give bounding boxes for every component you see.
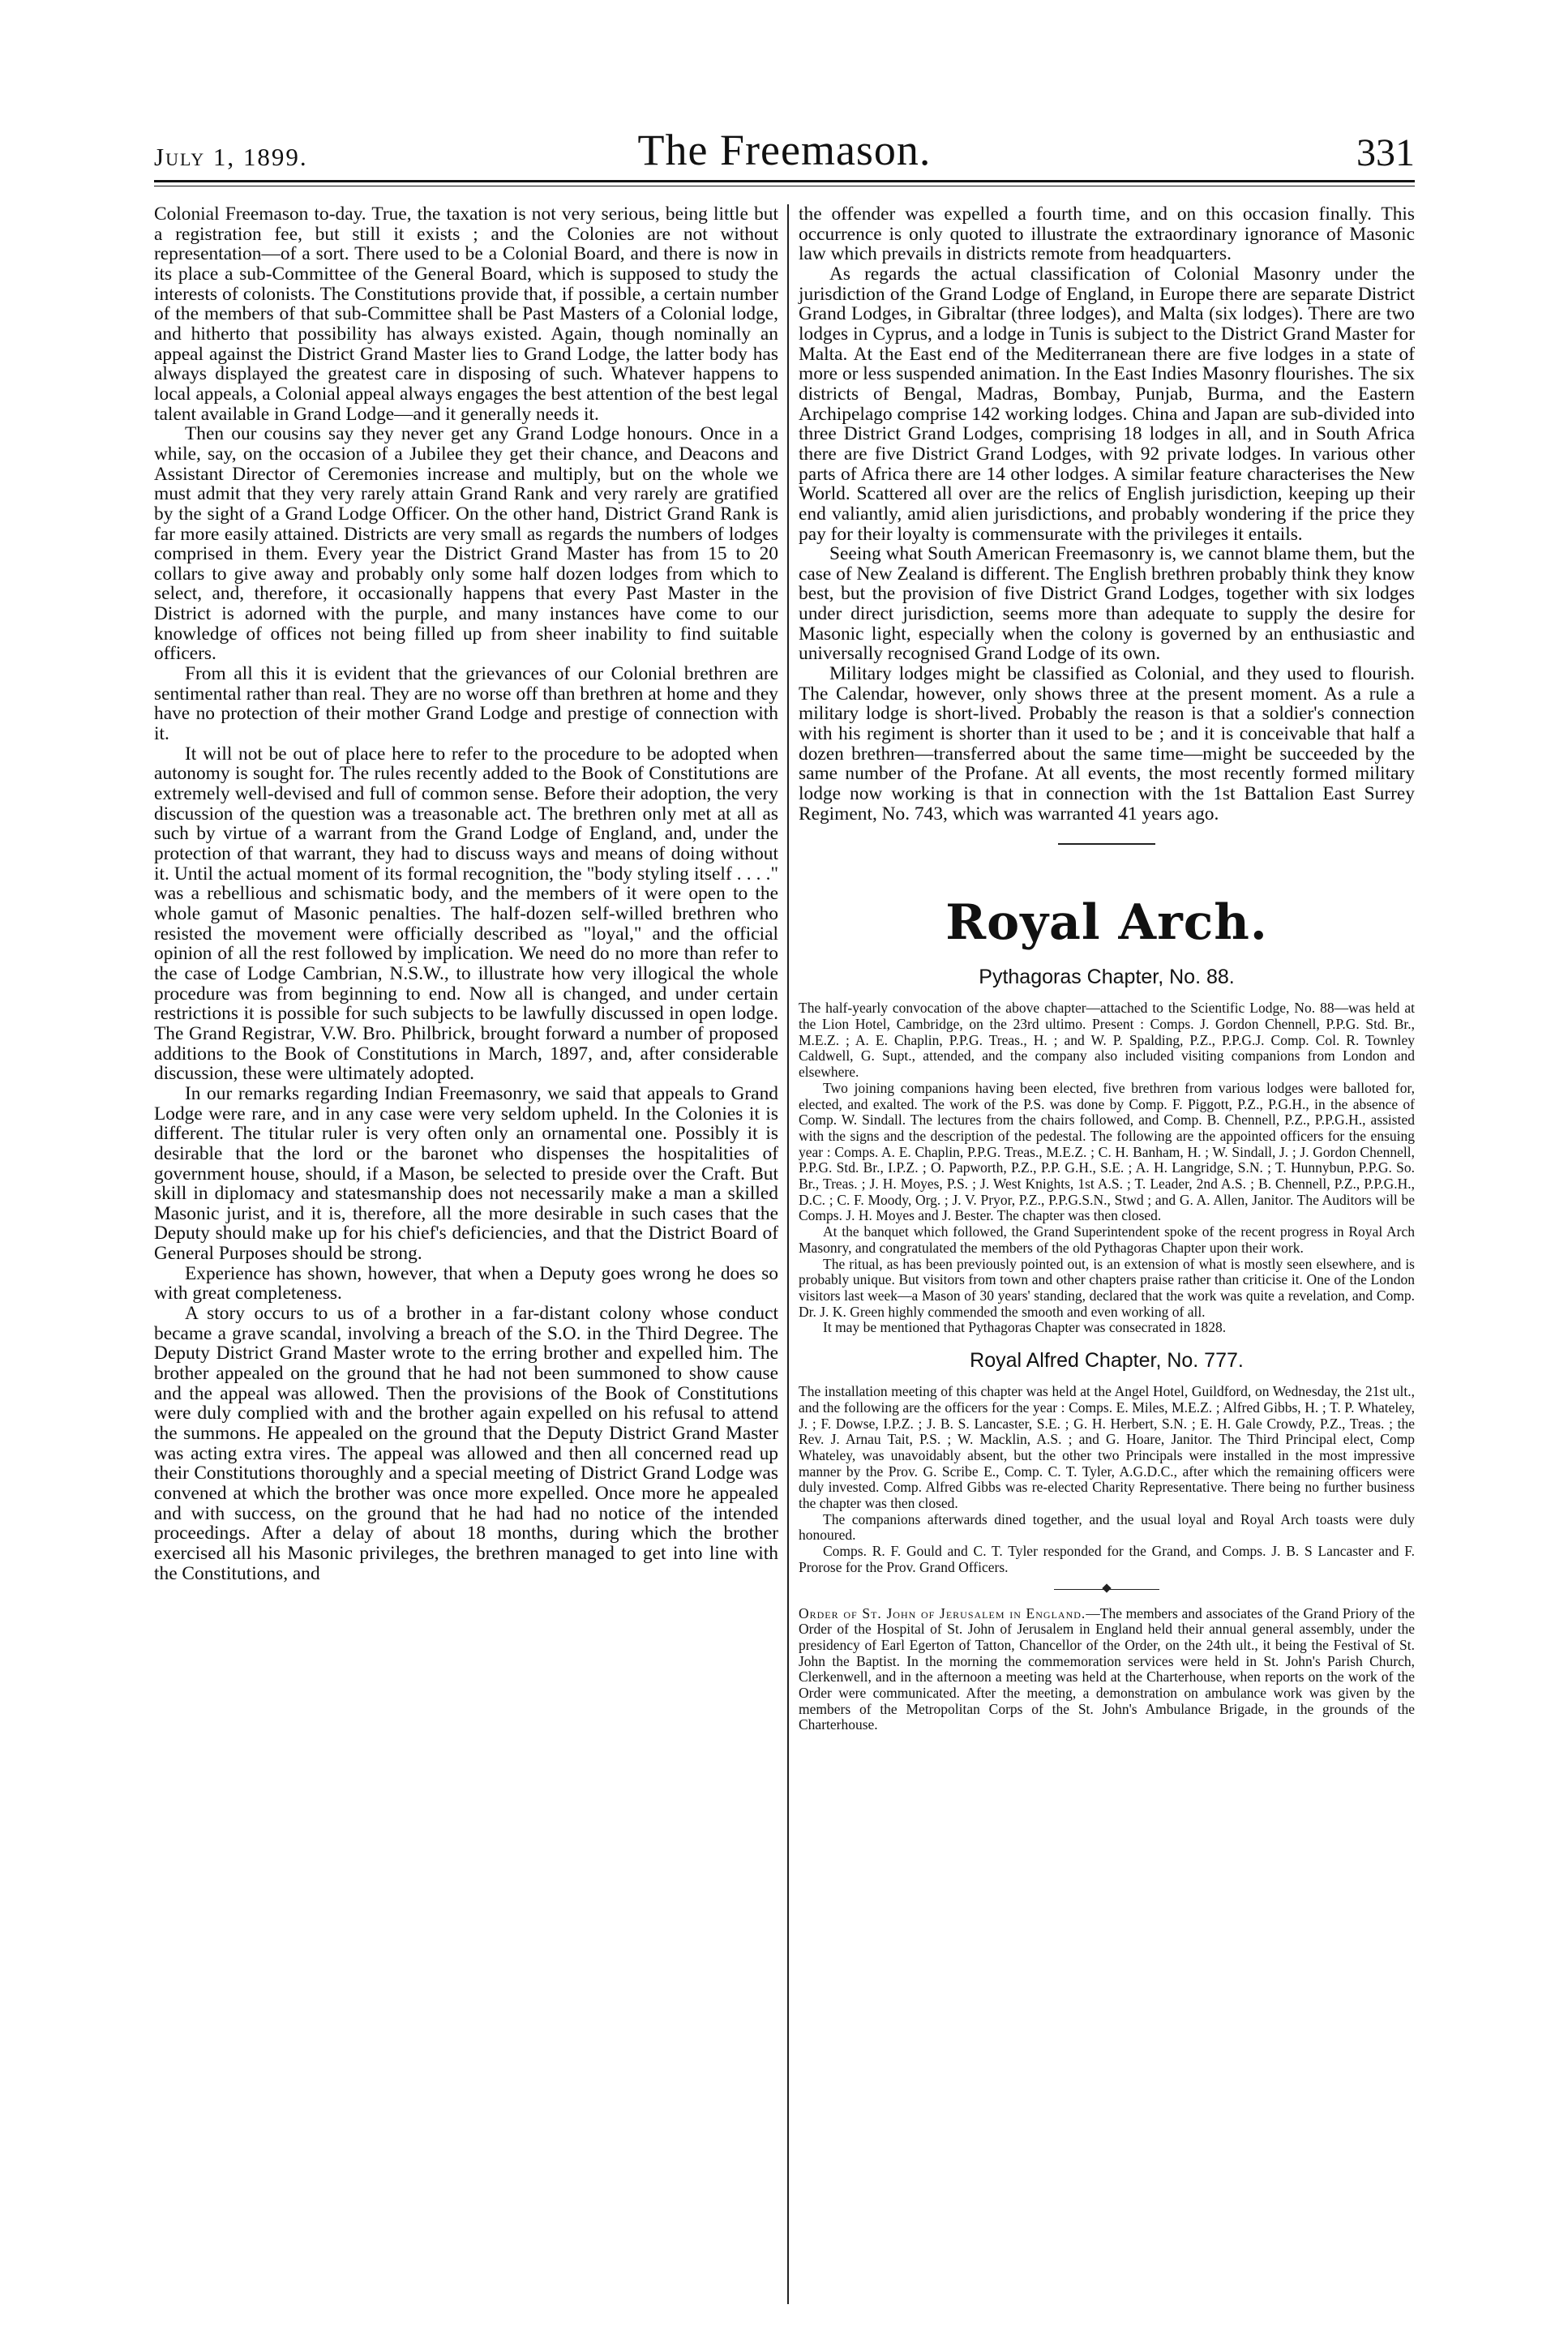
article-paragraph: the offender was expelled a fourth time, and on this occasion finally. This occurrence is only quoted to illustrate the extraordinary ignorance of Masonic law which prevails in districts remote from headquarters. bbox=[799, 203, 1415, 265]
article-paragraph: In our remarks regarding Indian Freemasonry, we said that appeals to Grand Lodge were rare, and in any case were very seldom upheld. In the Colonies it is different. The titular ruler is very often only an ornamental one. Possibly it is desirable that the lord or the baronet who dispenses the hospitalities of government house, should, if a Mason, be selected to preside over the Craft. But skill in diplomacy and statesmanship does not necessarily make a man a skilled Masonic jurist, and it is, therefore, all the more desirable in such cases that the Deputy should make up for his chief's deficiencies, and that the District Board of General Purposes should be strong. bbox=[154, 1082, 778, 1265]
article-paragraph: From all this it is evident that the grievances of our Colonial brethren are sentimental rather than real. They are no worse off than brethren at home and they have no protection of their mother Grand Lodge and prestige of connection with it. bbox=[154, 663, 778, 745]
article-paragraph: As regards the actual classification of Colonial Masonry under the jurisdiction of the Grand Lodge of England, in Europe there are separate District Grand Lodges, in Gibraltar (three lodges), and Malta (six lodges). There are two lodges in Cyprus, and a lodge in Tunis is subject to the District Grand Master for Malta. At the East end of the Mediterranean there are five lodges in a state of more or less suspended animation. In the East Indies Masonry flourishes. The six districts of Bengal, Madras, Bombay, Punjab, Burma, and the Eastern Archipelago comprise 142 working lodges. China and Japan are sub-divided into three District Grand Lodges, comprising 18 lodges in all, and in South Africa there are five District Grand Lodges, with 92 private lodges. In various other parts of Africa there are 14 other lodges. A similar feature characterises the New World. Scattered all over are the relics of English jurisdiction, keeping up their end valiantly, amid alien jurisdictions, and probably wondering if the price they pay for their loyalty is commensurate with the privileges it entails. bbox=[799, 263, 1415, 545]
notice-paragraph bbox=[799, 1606, 1415, 1734]
royal-alfred-report bbox=[799, 1384, 1415, 1575]
report-paragraph: The companions afterwards dined together, and the usual loyal and Royal Arch toasts were duly honoured. bbox=[799, 1510, 1415, 1544]
issue-date: July 1, 1899. bbox=[154, 143, 308, 171]
newspaper-title: The Freemason. bbox=[637, 126, 932, 174]
royal-arch-heading: Royal Arch. bbox=[945, 894, 1268, 952]
ornament-divider bbox=[1054, 1589, 1159, 1590]
article-paragraph: Colonial Freemason to-day. True, the taxation is not very serious, being little but a registration fee, but still it exists ; and the Colonies are not without representation—of a sort. There used to be a Colonial Board, and there is now in its place a sub-Committee of the General Board, which is supposed to study the interests of colonists. The Constitutions provide that, if possible, a certain number of the members of that sub-Committee shall be Past Masters of a Colonial lodge, and hitherto that possibility has always existed. Again, though nominally an appeal against the District Grand Master lies to Grand Lodge, the latter body has always displayed the greatest care in disposing of such. Whatever happens to local appeals, a Colonial appeal always engages the best attention of the best legal talent available in Grand Lodge—and it generally needs it. bbox=[154, 203, 778, 425]
notice-text: —The members and associates of the Grand Priory of the Order of the Hospital of St. John of Jerusalem in England held their annual general assembly, under the presidency of Earl Egerton of Tatton, Chancellor of the Order, on the 24th ult., it being the Festival of St. John the Baptist. In the morning the commemoration services were held in St. John's Parish Church, Clerkenwell, and in the afternoon a meeting was held at the Charterhouse, when reports on the work of the Order were communicated. After the meeting, a demonstration on ambulance work was given by the members of the Metropolitan Corps of the St. John's Ambulance Brigade, in the grounds of the Charterhouse. bbox=[799, 1604, 1415, 1733]
report-paragraph: At the banquet which followed, the Grand Superintendent spoke of the recent progress in Royal Arch Masonry, and congratulated the members of the old Pythagoras Chapter upon their work. bbox=[799, 1223, 1415, 1256]
article-paragraph: It will not be out of place here to refer to the procedure to be adopted when autonomy is sought for. The rules recently added to the Book of Constitutions are extremely well-devised and full of common sense. Before their adoption, the very discussion of the question was a treasonable act. The brethren only met at all as such by virtue of a warrant from the Grand Lodge of England, and, under the protection of that warrant, they had to discuss ways and means of doing without it. Until the actual moment of its formal recognition, the "body styling itself . . . ." was a rebellious and schismatic body, and the members of it were open to the whole gamut of Masonic penalties. The half-dozen self-willed brethren who resisted the movement were officially described as "loyal," and the official opinion of all the rest followed by implication. We need do no more than refer to the case of Lodge Cambrian, N.S.W., to illustrate how very illogical the whole procedure was from beginning to end. Now all is changed, and under certain restrictions it is possible for such subjects to be lawfully discussed in open lodge. The Grand Registrar, V.W. Bro. Philbrick, brought forward a number of proposed additions to the Book of Constitutions in March, 1897, and, after considerable discussion, these were ultimately adopted. bbox=[154, 743, 778, 1085]
right-column bbox=[799, 204, 1415, 1733]
report-paragraph: The installation meeting of this chapter was held at the Angel Hotel, Guildford, on Wednesday, the 21st ult., and the following are the officers for the year : Comps. E. Miles, M.E.Z. ; Alfred Gibbs, H. ; T. P. Whateley, J. ; F. Dowse, I.P.Z. ; J. B. S. Lancaster, S.E. ; G. H. Herbert, S.N. ; E. H. Gale Crowdy, P.Z., Treas. ; the Rev. J. Arnau Tait, P.S. ; W. Macklin, A.S. ; and G. Hoare, Janitor. The Third Principal elect, Comp Whateley, was unavoidably absent, but the other two Principals were installed in the most impressive manner by the Prov. G. Scribe E., Comp. C. T. Tyler, A.G.D.C., after which the remaining officers were duly invested. Comp. Alfred Gibbs was re-elected Charity Representative. There being no further business the chapter was then closed. bbox=[799, 1383, 1415, 1512]
section-rule bbox=[1058, 843, 1155, 846]
report-paragraph: The half-yearly convocation of the above chapter—attached to the Scientific Lodge, No. 88—was held at the Lion Hotel, Cambridge, on the 23rd ultimo. Present : Comps. J. Gordon Chennell, P.P.G. Std. Br., M.E.Z. ; A. E. Chaplin, P.P.G. Treas., H. ; and W. P. Spalding, P.Z., P.P.G.J. Comp. Col. R. Townley Caldwell, G. Supt., attended, and the company also included visiting companions from London and elsewhere. bbox=[799, 1000, 1415, 1081]
royal-alfred-chapter-title: Royal Alfred Chapter, No. 777. bbox=[970, 1349, 1244, 1373]
report-paragraph: Comps. R. F. Gould and C. T. Tyler responded for the Grand, and Comps. J. B. S Lancaster and F. Prorose for the Prov. Grand Officers. bbox=[799, 1543, 1415, 1575]
st-john-notice bbox=[799, 1606, 1415, 1734]
column-divider bbox=[787, 204, 789, 2304]
pythagoras-report bbox=[799, 1000, 1415, 1336]
masthead-rule bbox=[154, 180, 1415, 182]
article-paragraph: Seeing what South American Freemasonry is, we cannot blame them, but the case of New Zealand is different. The English brethren probably think they know best, but the provision of five District Grand Lodges, together with six lodges under direct jurisdiction, seems more than adequate to supply the desire for Masonic light, especially when the colony is governed by an enthusiastic and universally recognised Grand Lodge of its own. bbox=[799, 543, 1415, 665]
pythagoras-chapter-title: Pythagoras Chapter, No. 88. bbox=[979, 966, 1235, 989]
report-paragraph: The ritual, as has been previously pointed out, is an extension of what is mostly seen elsewhere, and is probably unique. But visitors from town and other chapters praise rather than criticise it. One of the London visitors last week—a Mason of 30 years' standing, declared that the work was quite a revelation, and Comp. Dr. J. K. Green highly commended the smooth and even working of all. bbox=[799, 1255, 1415, 1320]
report-paragraph: It may be mentioned that Pythagoras Chapter was consecrated in 1828. bbox=[823, 1319, 1227, 1336]
article-paragraph: Military lodges might be classified as Colonial, and they used to flourish. The Calendar, however, only shows three at the present moment. As a rule a military lodge is short-lived. Probably the reason is that a soldier's connection with his regiment is shorter than it used to be ; and it is conceivable that half a dozen brethren—transferred about the same time—might be succeeded by the same number of the Profane. At all events, the most recently formed military lodge now working is that in connection with the 1st Battalion East Surrey Regiment, No. 743, which was warranted 41 years ago. bbox=[799, 663, 1415, 825]
masthead bbox=[154, 112, 1415, 177]
report-paragraph: Two joining companions having been elected, five brethren from various lodges were balloted for, elected, and exalted. The work of the P.S. was done by Comp. F. Piggott, P.Z., P.G.H., in the absence of Comp. W. Sindall. The lectures from the chairs followed, and Comp. B. Chennell, P.Z., P.P.G.H., assisted with the signs and the description of the pedestal. The following are the appointed officers for the ensuing year : Comps. A. E. Chaplin, P.P.G. Treas., M.E.Z. ; C. H. Banham, H. ; W. Sindall, J. ; J. Gordon Chennell, P.P.G. Std. Br., I.P.Z. ; O. Papworth, P.Z., P.P. G.H., S.E. ; A. H. Langridge, S.N. ; T. Hunnybun, P.P.G. So. Br., Treas. ; J. H. Moyes, P.S. ; J. West Knights, 1st A.S. ; T. Leader, 2nd A.S. ; B. Chennell, P.Z., P.P.G.H., D.C. ; C. F. Moody, Org. ; J. V. Pryor, P.Z., P.P.G.S.N., Stwd ; and G. A. Allen, Janitor. The Auditors will be Comps. J. H. Moyes and J. Bester. The chapter was then closed. bbox=[799, 1079, 1415, 1224]
article-paragraph: Experience has shown, however, that when a Deputy goes wrong he does so with great completeness. bbox=[154, 1262, 778, 1304]
article-paragraph: A story occurs to us of a brother in a far-distant colony whose conduct became a grave scandal, involving a breach of the S.O. in the Third Degree. The Deputy District Grand Master wrote to the erring brother and expelled him. The brother appealed on the ground that he had not been summoned to show cause and the appeal was allowed. Then the provisions of the Book of Constitutions were duly complied with and the brother again expelled on his refusal to attend the summons. He appealed on the ground that the Deputy District Grand Master was acting extra vires. The appeal was allowed and then all concerned read up their Constitutions thoroughly and a special meeting of District Grand Lodge was convened at which the brother was once more expelled. Once more he appealed and with success, on the ground that he had had no notice of the intended proceedings. After a delay of about 18 months, during which the brother exercised all his Masonic privileges, the brethren managed to get into line with the Constitutions, and bbox=[154, 1303, 778, 1584]
page-number: 331 bbox=[1356, 131, 1415, 174]
article-paragraph: Then our cousins say they never get any Grand Lodge honours. Once in a while, say, on the occasion of a Jubilee they get their chance, and Deacons and Assistant Director of Ceremonies increase and multiply, but on the whole we must admit that they very rarely attain Grand Rank and very rarely are gratified by the sight of a Grand Lodge Officer. On the other hand, District Grand Rank is far more easily attained. Districts are very small as regards the numbers of lodges comprised in them. Every year the District Grand Master has from 15 to 20 collars to give away and probably only some half dozen lodges from which to select, and, therefore, it occasionally happens that every Past Master in the District is adorned with the purple, and many instances have come to our knowledge of offices not being filled up from sheer inability to find suitable officers. bbox=[154, 423, 778, 665]
left-column bbox=[154, 204, 778, 1583]
notice-lead: Order of St. John of Jerusalem in England. bbox=[799, 1604, 1086, 1621]
diamond-ornament-icon bbox=[1102, 1583, 1111, 1592]
article-continuation bbox=[799, 204, 1415, 824]
